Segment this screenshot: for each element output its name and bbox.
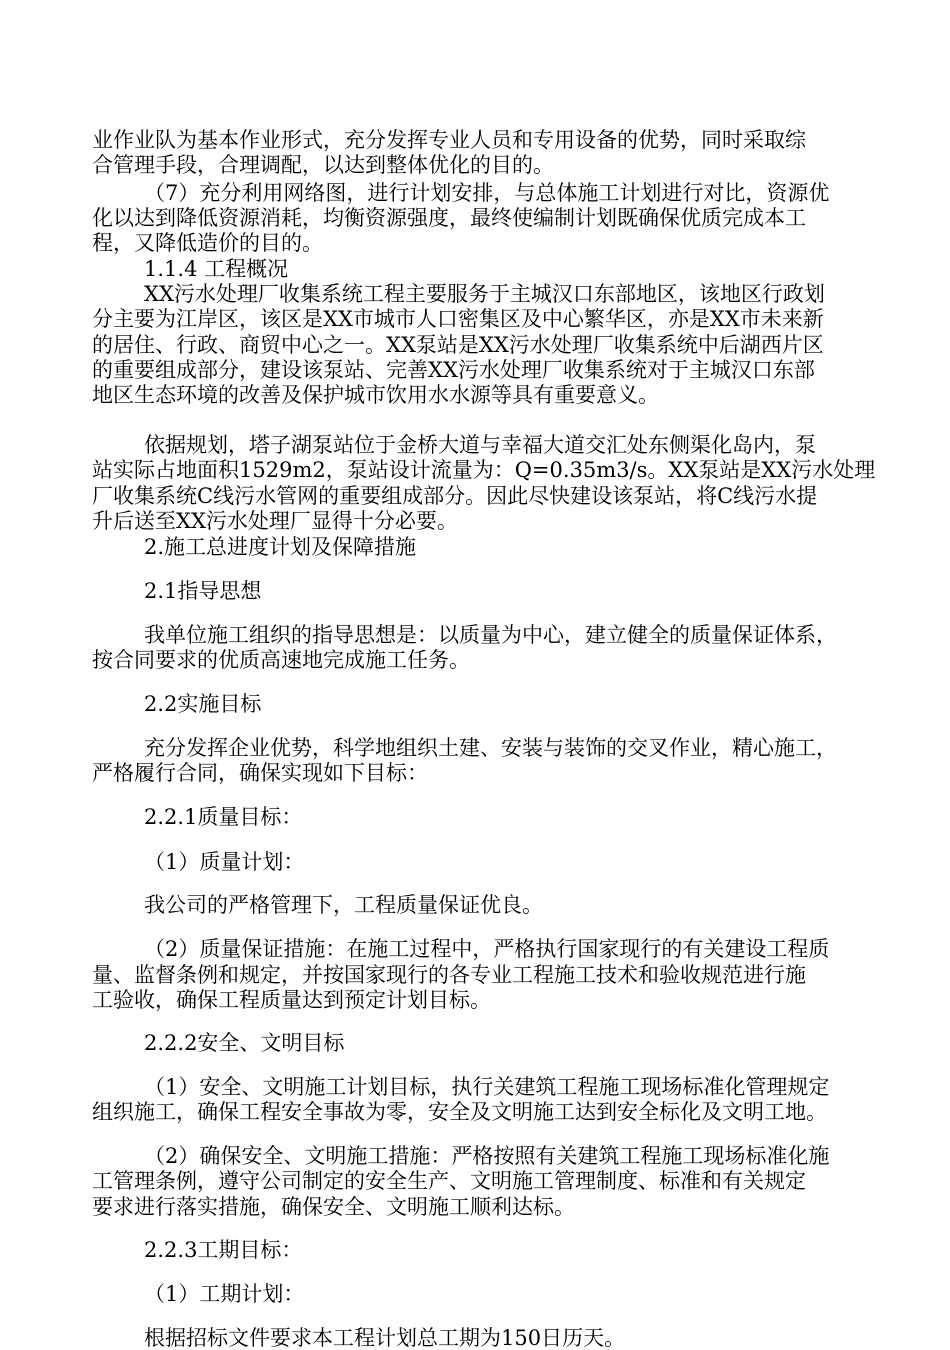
text-line: 要求进行落实措施，确保安全、文明施工顺利达标。 [92, 1195, 575, 1219]
section-heading: 2.2.2安全、文明目标 [144, 1031, 345, 1055]
text-line: （2）确保安全、文明施工措施：严格按照有关建筑工程施工现场标准化施 [144, 1144, 830, 1168]
section-heading: 2.2.3工期目标： [144, 1238, 303, 1262]
text-line: XX污水处理厂收集系统工程主要服务于主城汉口东部地区，该地区行政划 [144, 282, 825, 306]
section-heading: 1.1.4 工程概况 [144, 257, 289, 281]
text-line: 严格履行合同，确保实现如下目标： [92, 761, 428, 785]
text-line: 地区生态环境的改善及保护城市饮用水水源等具有重要意义。 [92, 383, 659, 407]
text-line: （1）质量计划： [144, 850, 305, 874]
text-line: 依据规划，塔子湖泵站位于金桥大道与幸福大道交汇处东侧渠化岛内，泵 [144, 433, 816, 457]
text-line: （7）充分利用网络图，进行计划安排，与总体施工计划进行对比，资源优 [144, 181, 830, 205]
text-line: 业作业队为基本作业形式，充分发挥专业人员和专用设备的优势，同时采取综 [92, 128, 806, 152]
text-line: （2）质量保证措施：在施工过程中，严格执行国家现行的有关建设工程质 [144, 937, 830, 961]
section-heading: 2.施工总进度计划及保障措施 [144, 535, 417, 559]
text-line: 充分发挥企业优势，科学地组织土建、安装与装饰的交叉作业，精心施工， [144, 736, 837, 760]
text-line: 工管理条例，遵守公司制定的安全生产、文明施工管理制度、标准和有关规定 [92, 1169, 806, 1193]
text-line: 量、监督条例和规定，并按国家现行的各专业工程施工技术和验收规范进行施 [92, 963, 806, 987]
text-line: （1）安全、文明施工计划目标，执行关建筑工程施工现场标准化管理规定 [144, 1075, 830, 1099]
text-line: 升后送至XX污水处理厂显得十分必要。 [92, 509, 458, 533]
text-line: 分主要为江岸区，该区是XX市城市人口密集区及中心繁华区，亦是XX市未来新 [92, 307, 824, 331]
text-line: 我公司的严格管理下，工程质量保证优良。 [144, 893, 543, 917]
text-line: 组织施工，确保工程安全事故为零，安全及文明施工达到安全标化及文明工地。 [92, 1100, 827, 1124]
section-heading: 2.2.1质量目标： [144, 805, 303, 829]
text-line: （1）工期计划： [144, 1282, 305, 1306]
text-line: 根据招标文件要求本工程计划总工期为150日历天。 [144, 1326, 626, 1350]
text-line: 我单位施工组织的指导思想是：以质量为中心，建立健全的质量保证体系， [144, 623, 837, 647]
text-line: 站实际占地面积1529m2，泵站设计流量为：Q=0.35m3/s。XX泵站是XX污水处理 [92, 458, 876, 482]
text-line: 的重要组成部分，建设该泵站、完善XX污水处理厂收集系统对于主城汉口东部 [92, 358, 815, 382]
text-line: 工验收，确保工程质量达到预定计划目标。 [92, 988, 491, 1012]
section-heading: 2.2实施目标 [144, 692, 262, 716]
text-line: 化以达到降低资源消耗，均衡资源强度，最终使编制计划既确保优质完成本工 [92, 206, 806, 230]
text-line: 按合同要求的优质高速地完成施工任务。 [92, 648, 470, 672]
text-line: 合管理手段，合理调配，以达到整体优化的目的。 [92, 153, 554, 177]
text-line: 的居住、行政、商贸中心之一。XX泵站是XX污水处理厂收集系统中后湖西片区 [92, 333, 824, 357]
text-line: 厂收集系统C线污水管网的重要组成部分。因此尽快建设该泵站，将C线污水提 [92, 484, 818, 508]
text-line: 程，又降低造价的目的。 [92, 231, 323, 255]
section-heading: 2.1指导思想 [144, 579, 262, 603]
